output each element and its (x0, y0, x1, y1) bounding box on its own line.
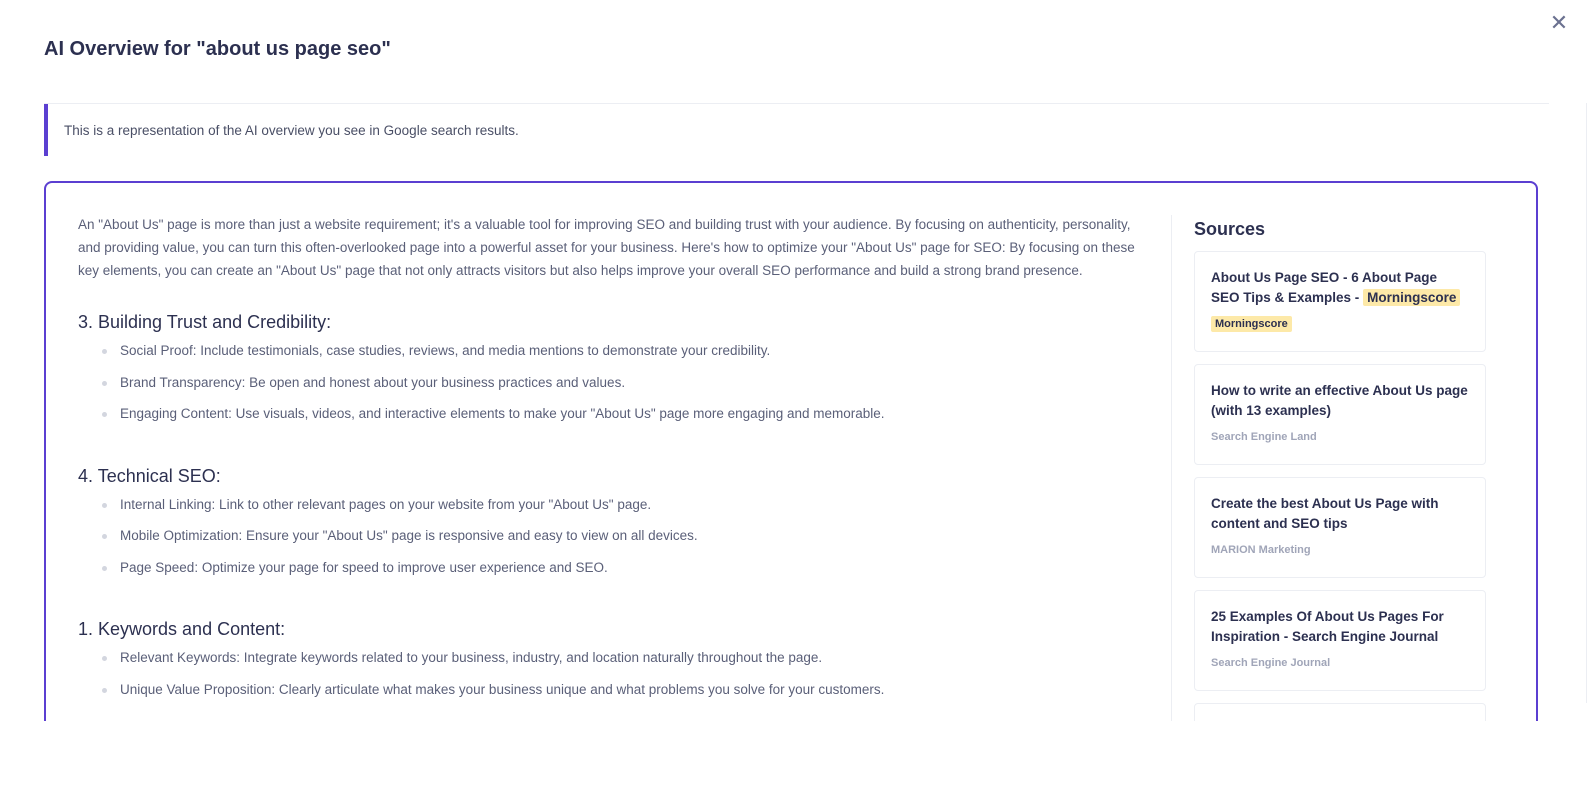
list-item: Mobile Optimization: Ensure your "About Us" page is responsive and easy to view on all devices. (78, 526, 1138, 558)
list-item: Internal Linking: Link to other relevant pages on your website from your "About Us" page. (78, 495, 1138, 527)
source-card[interactable] (1194, 477, 1486, 578)
list-item: Page Speed: Optimize your page for speed to improve user experience and SEO. (78, 558, 1138, 590)
source-title-highlight: Morningscore (1363, 289, 1460, 306)
list-item: Social Proof: Include testimonials, case studies, reviews, and media mentions to demonstrate your credibility. (78, 341, 1138, 373)
section-list-keywords (78, 648, 1138, 711)
source-site: Search Engine Journal (1211, 657, 1331, 669)
info-notice (44, 104, 1549, 156)
overview-intro: An "About Us" page is more than just a website requirement; it's a valuable tool for improving SEO and building trust with your audience. By focusing on authenticity, personality, and providing value, you can turn this often-overlooked page into a powerful asset for your business. Here's how to optimize your "About Us" page for SEO: By focusing on these key elements, you can create an "About Us" page that not only attracts visitors but also helps improve your overall SEO performance and build a strong brand presence. (78, 217, 1135, 278)
list-item: Relevant Keywords: Integrate keywords related to your business, industry, and location naturally throughout the page. (78, 648, 1138, 680)
source-title-text: About Us Page SEO - 6 About Page SEO Tips & Examples - (1211, 270, 1438, 305)
list-item: Brand Transparency: Be open and honest about your business practices and values. (78, 373, 1138, 405)
source-card[interactable] (1194, 703, 1486, 721)
source-title: Create the best About Us Page with content and SEO tips (1211, 496, 1439, 531)
source-title (1211, 268, 1469, 308)
source-card[interactable] (1194, 364, 1486, 465)
info-notice-text: This is a representation of the AI overview you see in Google search results. (64, 122, 519, 138)
sidebar-divider (1171, 215, 1172, 721)
section-heading-technical: 4. Technical SEO: (78, 465, 221, 486)
list-item: Unique Value Proposition: Clearly articulate what makes your business unique and what problems you solve for your customers. (78, 680, 1138, 712)
section-heading-keywords: 1. Keywords and Content: (78, 619, 286, 639)
source-site-badge: Morningscore (1211, 316, 1292, 332)
sources-sidebar (1194, 219, 1486, 721)
source-title: 25 Examples Of About Us Pages For Inspiration - Search Engine Journal (1211, 609, 1444, 644)
section-list-technical (78, 495, 1138, 590)
section-heading-trust: 3. Building Trust and Credibility: (78, 312, 332, 332)
source-card[interactable] (1194, 590, 1486, 691)
source-site: Search Engine Land (1211, 431, 1317, 443)
source-card[interactable] (1194, 251, 1486, 352)
modal-title: AI Overview for "about us page seo" (44, 38, 391, 60)
overview-content (78, 213, 1138, 711)
list-item: Engaging Content: Use visuals, videos, and interactive elements to make your "About Us" page more engaging and memorable. (78, 404, 1138, 436)
source-site: MARION Marketing (1211, 544, 1311, 556)
overview-card (44, 181, 1538, 721)
sources-title: Sources (1194, 219, 1266, 239)
close-icon[interactable]: ✕ (1549, 11, 1569, 36)
section-list-trust (78, 341, 1138, 436)
source-title: How to write an effective About Us page (with 13 examples) (1211, 383, 1468, 418)
